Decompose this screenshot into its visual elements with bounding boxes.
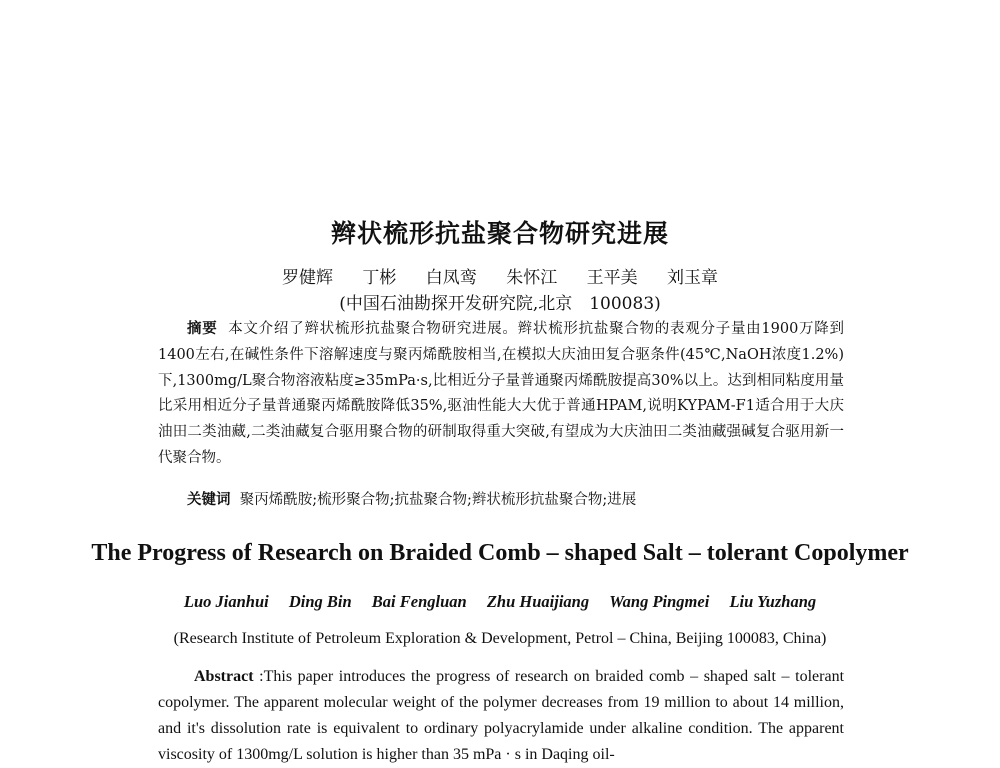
english-author: Liu Yuzhang	[729, 592, 817, 611]
english-author-list	[0, 592, 1000, 612]
chinese-keywords	[158, 488, 844, 509]
chinese-author: 朱怀江	[506, 268, 558, 288]
chinese-author: 丁彬	[362, 268, 397, 288]
english-abstract	[158, 664, 844, 768]
english-abstract-text: :This paper introduces the progress of research on braided comb – shaped salt – tolerant copolymer. The apparent molecular weight of the polymer decreases from 19 million to about 14 million, and it's dissolution rate is equivalent to ordinary polyacrylamide under alkaline condition. The apparent viscosity of 1300mg/L solution is higher than 35 mPa · s in Daqing oil-	[158, 668, 845, 763]
chinese-keywords-text: 聚丙烯酰胺;梳形聚合物;抗盐聚合物;辫状梳形抗盐聚合物;进展	[239, 492, 637, 508]
english-author: Wang Pingmei	[609, 592, 710, 611]
chinese-keywords-label: 关键词	[187, 492, 231, 508]
chinese-author-list	[0, 263, 1000, 288]
chinese-abstract-label: 摘要	[187, 321, 218, 337]
chinese-abstract	[158, 317, 844, 472]
english-abstract-label: Abstract	[194, 668, 254, 685]
chinese-title: 辫状梳形抗盐聚合物研究进展	[330, 219, 669, 248]
chinese-author: 刘玉章	[667, 268, 719, 288]
chinese-author: 罗健辉	[281, 268, 333, 288]
chinese-abstract-text: 本文介绍了辫状梳形抗盐聚合物研究进展。辫状梳形抗盐聚合物的表观分子量由1900万降到1400左右,在碱性条件下溶解速度与聚丙烯酰胺相当,在模拟大庆油田复合驱条件(45℃,NaOH浓度1.2%)下,1300mg/L聚合物溶液粘度≥35mPa·s,比相近分子量普通聚丙烯酰胺提高30%以上。达到相同粘度用量比采用相近分子量普通聚丙烯酰胺降低35%,驱油性能大大优于普通HPAM,说明KYPAM-F1适合用于大庆油田二类油藏,二类油藏复合驱用聚合物的研制取得重大突破,有望成为大庆油田二类油藏强碱复合驱用新一代聚合物。	[158, 321, 845, 466]
english-author: Ding Bin	[288, 592, 352, 611]
english-author: Bai Fengluan	[371, 592, 467, 611]
chinese-author: 白凤鸾	[425, 268, 477, 288]
english-author: Luo Jianhui	[183, 592, 269, 611]
english-author: Zhu Huaijiang	[486, 592, 590, 611]
english-affiliation: (Research Institute of Petroleum Exploration & Development, Petrol – China, Beijing 100083, China)	[173, 630, 827, 647]
chinese-affiliation: (中国石油勘探开发研究院,北京 100083)	[339, 294, 661, 314]
chinese-author: 王平美	[586, 268, 638, 288]
english-title: The Progress of Research on Braided Comb – shaped Salt – tolerant Copolymer	[91, 540, 909, 566]
